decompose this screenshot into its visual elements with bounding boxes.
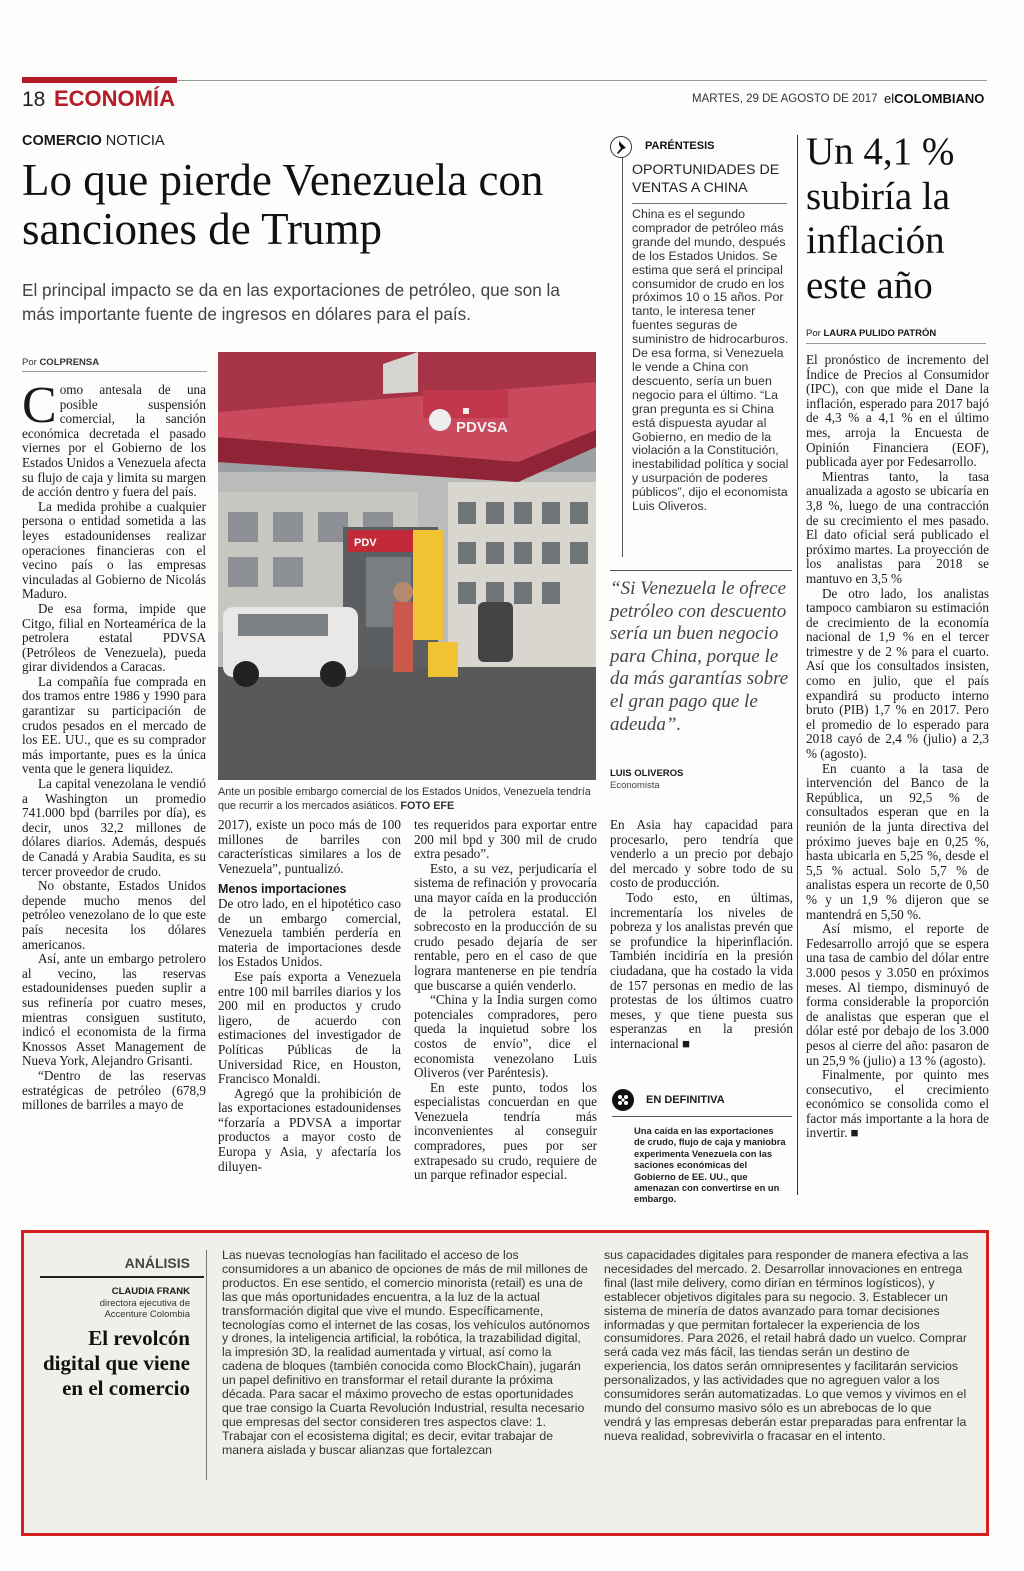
inflation-byline-name: LAURA PULIDO PATRÓN bbox=[823, 328, 937, 339]
col2-subhead: Menos importaciones bbox=[218, 882, 347, 897]
en-definitiva-text: Una caída en las exportaciones de crudo, flujo de caja y maniobra experimenta Venezuela con las saciones económicas del Gobierno de EE. UU., que amenazan con convertirse en un embargo. bbox=[634, 1125, 786, 1205]
pull-quote: “Si Venezuela le ofrece petróleo con descuento sería un buen negocio para China, porque le da más garantías sobre el gran pago que le adeuda”. bbox=[610, 578, 789, 735]
analysis-label: ANÁLISIS bbox=[124, 1255, 190, 1271]
section-name: ECONOMÍA bbox=[54, 86, 175, 111]
col2-p3: Ese país exporta a Venezuela entre 100 mil barriles diarios y los 200 mil en productos y crudo ligero, de acuerdo con estimaciones del investigador de Políticas Públicas de la Universidad Rice, en Houston, Francisco Monaldi. bbox=[218, 968, 401, 1087]
photo-sign-text: PDVSA bbox=[456, 419, 508, 436]
analysis-label-rule bbox=[40, 1276, 204, 1278]
col1-p3: De esa forma, impide que Citgo, filial en Norteamérica de la petrolera estatal PDVSA (Petróleos de Venezuela), pueda girar dividendos a Caracas. bbox=[22, 600, 206, 675]
analysis-author-role: directora ejecutiva de Accenture Colombia bbox=[99, 1298, 190, 1320]
photo-caption bbox=[218, 786, 596, 813]
col2-p1: 2017), existe un poco más de 100 millones de barriles con características similares a los de Venezuela”, puntualizó. bbox=[218, 818, 401, 876]
analysis-author: CLAUDIA FRANK bbox=[111, 1286, 190, 1297]
col3-p1: tes requeridos para exportar entre 200 mil bpd y 300 mil de crudo extra pesado”. bbox=[414, 818, 597, 862]
analysis-column-1: Las nuevas tecnologías han facilitado el acceso de los consumidores a un abanico de opciones de más de mil millones de productos. En ese sentido, el comercio minorista (retail) es una de las que más oportunidades encuentra, a la luz de la actual transformación digital que vive el mundo. Específicamente, tecnologías como el internet de las cosas, los vehículos autónomos y drones, la inteligencia artificial, la robótica, la trazabilidad digital, la impresión 3D, la realidad aumentada y virtual, así como la cadena de bloques (también conocida como BlockChain), jugarán un papel definitivo en transformar el retail durante la próxima década. Para sacar el máximo provecho de estas oportunidades que trae consigo la Cuarta Revolución Industrial, resulta necesario que empresas del sector consideren tres aspectos clave: 1. Trabajar con el ecosistema digital; es decir, evitar trabajar de manera aislada y buscar alianzas que fortalezcan bbox=[222, 1249, 590, 1457]
inflation-byline bbox=[806, 328, 936, 339]
header-rule bbox=[177, 80, 987, 81]
inflation-p5: Así mismo, el reporte de Fedesarrollo arrojó que se espera una tasa de cambio del dólar entre 3.000 pesos y 3.050 en próximos meses. Al tiempo, disminuyó de forma considerable la proporción de analistas que esperan que el dólar esté por debajo de los 3.000 pesos al cierre del año: pasaron de un 25,9 % (julio) a 13 % (agosto). bbox=[806, 921, 989, 1068]
issue-date: MARTES, 29 DE AGOSTO DE 2017 bbox=[692, 93, 878, 105]
parentesis-border bbox=[622, 157, 623, 557]
col2-p2: De otro lado, en el hipotético caso de un embargo comercial, Venezuela también perdería en materia de importaciones desde los Estados Unidos. bbox=[218, 895, 401, 970]
quote-role: Economista bbox=[610, 780, 660, 791]
col4-p1: En Asia hay capacidad para procesarlo, pero tendría que venderlo a un precio por debajo del mercado y sobre todo de su costo de producción. bbox=[610, 818, 793, 891]
col1-p1: omo antesala de una posible suspensión comercial, la sanción económica decretada el pasado viernes por el Gobierno de los Estados Unidos a Venezuela afecta su flujo de caja y limita su margen de acción dentro y fuera del país. bbox=[22, 383, 206, 500]
kicker-strong: COMERCIO bbox=[22, 133, 102, 149]
quote-name: LUIS OLIVEROS bbox=[610, 768, 684, 779]
inflation-byline-rule bbox=[806, 343, 986, 344]
body-column-3 bbox=[414, 818, 597, 1198]
byline-rule bbox=[22, 371, 207, 372]
parentesis-body: China es el segundo comprador de petróleo más grande del mundo, después de los Estados Unidos. Se estima que será el principal consumidor de crudo en los próximos 10 o 15 años. Por tanto, le interesa tener fuentes seguras de suministro de hidrocarburos. De esa forma, si Venezuela le vende a China con descuento, sería un buen negocio para el último. “La gran pregunta es si China está dispuesta ayudar al Gobierno, en medio de la violación a la Constitución, inestabilidad política y social y usurpación de poderes públicos”, dijo el economista Luis Oliveros. bbox=[632, 208, 789, 514]
caption-text: Ante un posible embargo comercial de los Estados Unidos, Venezuela tendría que recurrir a los mercados asiáticos. bbox=[218, 786, 591, 812]
inflation-p6: Finalmente, por quinto mes consecutivo, el crecimiento económico se consolida como el factor más importante a la hora de invertir. ■ bbox=[806, 1067, 989, 1141]
analysis-divider bbox=[206, 1250, 207, 1480]
inflation-p2: Mientras tanto, la tasa anualizada a agosto se ubicaría en 3,8 %, luego de una contracción de su crecimiento el mes pasado. El dato oficial será publicado el próximo martes. La proyección de los analistas para 2018 se mantuvo en 3,5 % bbox=[806, 468, 989, 586]
quote-rule bbox=[610, 570, 792, 571]
parentesis-title-rule bbox=[632, 203, 787, 204]
masthead-name: COLOMBIANO bbox=[894, 91, 985, 106]
pushpin-icon bbox=[610, 136, 632, 158]
body-column-1 bbox=[22, 383, 206, 1198]
deck: El principal impacto se da en las exportaciones de petróleo, que son la más importante fuente de ingresos en dólares para el país. bbox=[22, 280, 560, 324]
kicker-light: NOTICIA bbox=[105, 133, 165, 149]
page-number: 18 bbox=[22, 88, 46, 111]
col2-p4: Agregó que la prohibición de las exportaciones estadounidenses “forzaría a PDVSA a importar productos a mayor costo de Europa y Asia, y afectaría los diluyen- bbox=[218, 1085, 401, 1174]
byline-name: COLPRENSA bbox=[39, 357, 100, 368]
body-column-4 bbox=[610, 818, 793, 1068]
masthead-prefix: el bbox=[884, 91, 895, 106]
en-definitiva-rule bbox=[612, 1116, 792, 1117]
body-column-2 bbox=[218, 818, 401, 1198]
column-divider bbox=[797, 135, 798, 1195]
inflation-p4: En cuanto a la tasa de intervención del Banco de la República, un 92,5 % de consultados esperan que en la reunión de la junta directiva del próximo jueves baje en 0,25 %, hasta ubicarla en 5,25 %, desde el 5,5 % actual. Solo 5,7 % de analistas espera un recorte de 0,50 % y un 1,9 % dijeron que se mantendrá en 5,50 %. bbox=[806, 760, 989, 922]
col3-p2: Esto, a su vez, perjudicaría el sistema de refinación y provocaría una mayor caída en la producción de la petrolera estatal. El sobrecosto en la producción de su crudo pesado dejaría de ser rentable, pero en el caso de que lograra mantenerse en pie tendría que buscarse a quién venderlo. bbox=[414, 860, 597, 993]
article-photo bbox=[218, 352, 596, 780]
inflation-body bbox=[806, 353, 989, 1193]
header-red-bar bbox=[22, 77, 177, 83]
col1-p2: La medida prohibe a cualquier persona o entidad sometida a las leyes estadounidenses realizar operaciones financieras con el vecino país o las empresas vinculadas al Gobierno de Nicolás Maduro. bbox=[22, 498, 206, 602]
gas-station-illustration bbox=[218, 352, 596, 780]
parentesis-title: OPORTUNIDADES DE VENTAS A CHINA bbox=[632, 162, 780, 196]
col1-p8: “Dentro de las reservas estratégicas de petróleo (678,9 millones de barriles a mayo de bbox=[22, 1067, 206, 1113]
col3-p3: “China y la India surgen como potenciales compradores, pero queda la inquietud sobre los costos de envío”, dice el economista venezolano Luis Oliveros (ver Paréntesis). bbox=[414, 992, 597, 1081]
drop-cap: C bbox=[22, 383, 57, 434]
inflation-byline-prefix: Por bbox=[806, 328, 821, 339]
inflation-p1: El pronóstico de incremento del Índice de Precios al Consumidor (IPC), con que mide el Dane la inflación, esperado para 2017 bajó de 4,3 % a 4,1 % en el último mes, arroja la Encuesta de Opinión Financiera (EOF), publicada ayer por Fedesarrollo. bbox=[806, 353, 989, 470]
analysis-column-2: sus capacidades digitales para responder de manera efectiva a las necesidades del mercado. 2. Desarrollar innovaciones en entrega final (last mile delivery, como dirían en términos logísticos), y establecer objetivos digitales para su negocio. 3. Establecer un sistema de minería de datos avanzado para tomar decisiones informadas y que permitan fortalecer la experiencia de los consumidores. Para 2026, el retail habrá dado un vuelco. Comprar será cada vez más fácil, las tiendas serán un destino de experiencia, los datos serán omnipresentes y facilitarán servicios personalizados, y las actividades que no agreguen valor a los consumidores serán automatizadas. Lo que vemos y vivimos en el mundo del consumo masivo sólo es un abrebocas de lo que vendrá y las empresas deberán estar preparadas para enfrentar la nueva realidad, sobrevivirla o fracasar en el intento. bbox=[604, 1249, 969, 1443]
kicker bbox=[22, 133, 165, 149]
en-definitiva-icon bbox=[612, 1089, 634, 1111]
analysis-title: El revolcón digital que viene en el comercio bbox=[42, 1326, 190, 1400]
byline bbox=[22, 357, 99, 368]
caption-credit: FOTO EFE bbox=[400, 799, 455, 812]
col3-p4: En este punto, todos los especialistas concuerdan en que Venezuela tendría más inconvenientes al conseguir compradores, pues por ser extrapesado su crudo, requiere de un parque refinador especial. bbox=[414, 1079, 597, 1183]
inflation-p3: De otro lado, los analistas tampoco cambiaron su estimación de crecimiento de la economía nacional de 1,9 % en el tercer trimestre y de 2 % para el cuarto. Así que los consultados insisten, como en julio, que el país expandirá su producto interno bruto (PIB) 1,7 % en 2017. Pero el promedio de lo esperado para 2018 cayó de 2,4 % (julio) a 2,3 % (agosto). bbox=[806, 585, 989, 762]
col1-p4: La compañía fue comprada en dos tramos entre 1986 y 1990 para garantizar su participación de crudos pesados en el mercado de los EE. UU., que es su comprador más importante, pues es la única venta que le genera liquidez. bbox=[22, 673, 206, 777]
col1-p5: La capital venezolana le vendió a Washington un promedio 741.000 bpd (barriles por día), es decir, unos 32,2 millones de dólares diarios. Además, después de Canadá y Arabia Saudita, es su tercer proveedor de crudo. bbox=[22, 776, 206, 879]
parentesis-label: PARÉNTESIS bbox=[645, 140, 715, 152]
pump-label: PDV bbox=[354, 537, 377, 549]
col1-p7: Así, ante un embargo petrolero al vecino, las reservas estadounidenses pueden suplir a sus refinería por cuatro meses, mientras consiguen sustituto, indicó el economista de la firma Knossos Asset Management de Nueva York, Alejandro Grisanti. bbox=[22, 951, 206, 1069]
headline: Lo que pierde Venezuela con sanciones de Trump bbox=[22, 155, 544, 254]
col1-p6: No obstante, Estados Unidos depende mucho menos del petróleo venezolano de lo que este país necesita los dólares americanos. bbox=[22, 878, 206, 952]
byline-prefix: Por bbox=[22, 357, 37, 368]
masthead bbox=[884, 91, 984, 106]
col4-p2: Todo esto, en últimas, incrementaría los niveles de pobreza y los analistas prevén que se profundice la hiperinflación. También incidiría en la presión ciudadana, que ha costado la vida de 157 personas en medio de las protestas de los últimos cuatro meses, y que tiene puesta sus esperanzas en la presión internacional ■ bbox=[610, 889, 793, 1051]
en-definitiva-label: EN DEFINITIVA bbox=[646, 1094, 725, 1106]
inflation-headline: Un 4,1 % subiría la inflación este año bbox=[806, 130, 955, 307]
